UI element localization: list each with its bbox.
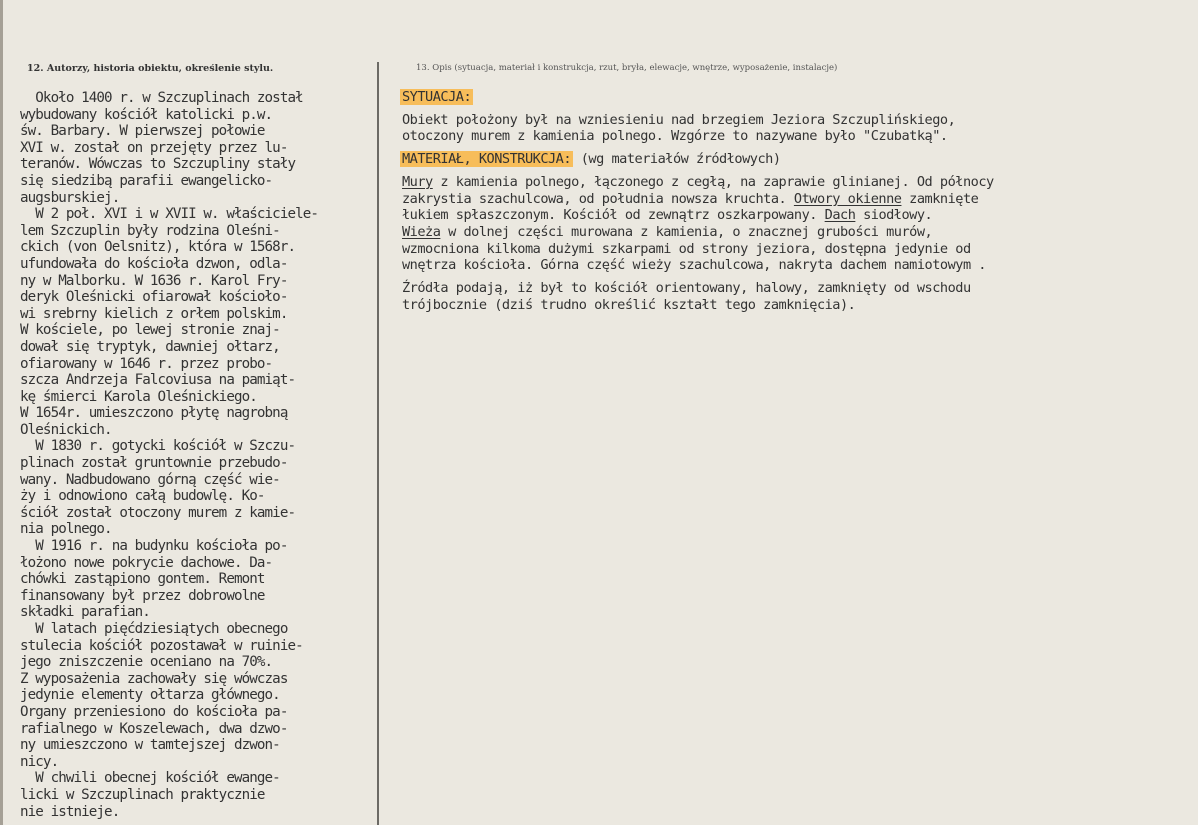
sytuacja-paragraph: Obiekt położony był na wzniesieniu nad brzegiem Jeziora Szczuplińskiego, otoczony murem z kamienia polnego. Wzgórze to nazywane było "Czubatką". [402, 111, 956, 145]
mury-text: z kamienia polnego, łączonego z cegłą, na zaprawie glinianej. Od północy zakrystia szachulcowa, od południa nowsza kruchta. [402, 173, 994, 207]
zrodla-paragraph: Źródła podają, iż był to kościół orientowany, halowy, zamknięty od wschodu trójbocznie (dziś trudno określić kształt tego zamknięcia). [402, 280, 971, 313]
wieza-label: Wieża [402, 223, 441, 240]
material-heading: MATERIAŁ, KONSTRUKCJA: [402, 151, 572, 168]
material-note: (wg materiałów źródłowych) [573, 151, 781, 168]
history-text: Około 1400 r. w Szczuplinach został wybudowany kościół katolicki p.w. św. Barbary. W pierwszej połowie XVI w. został on przejęty przez lu- teranów. Wówczas to Szczupliny stały się siedzibą parafii ewangelicko- augsburskiej. W 2 poł. XVI i w XVII w. właściciele- lem Szczuplin były rodzina Oleśni- ckich (von Oelsnitz), która w 1568r. ufundowała do kościoła dzwon, odla- ny w Malborku. W 1636 r. Karol Fry- deryk Oleśnicki ofiarował kościoło- wi srebrny kielich z orłem polskim. W kościele, po lewej stronie znaj- dował się tryptyk, dawniej ołtarz, ofiarowany w 1646 r. przez probo- szcza Andrzeja Falcoviusa na pamiąt- kę śmierci Karola Oleśnickiego. W 1654r. umieszczono płytę nagrobną Oleśnickich. W 1830 r. gotycki kościół w Szczu- plinach został gruntownie przebudo- wany. Nadbudowano górną część wie- ży i odnowiono całą budowlę. Ko- ściół został otoczony murem z kamie- nia polnego. W 1916 r. na budynku kościoła po- łożono nowe pokrycie dachowe. Da- chówki zastąpiono gontem. Remont finansowany był przez dobrowolne składki parafian. W latach pięćdziesiątych obecnego stulecia kościół pozostawał w ruinie- jego zniszczenie oceniano na 70%. Z wyposażenia zachowały się wówczas jedynie elementy ołtarza głównego. Organy przeniesiono do kościoła pa- rafialnego w Koszelewach, dwa dzwo- ny umieszczono w tamtejszej dzwon- nicy. W chwili obecnej kościół ewange- licki w Szczuplinach praktycznie nie istnieje. [20, 90, 319, 820]
dach-text: siodłowy. [855, 207, 933, 224]
wieza-text: w dolnej części murowana z kamienia, o znacznej grubości murów, wzmocniona kilkoma dużymi szkarpami od strony jeziora, dostępna jedynie od wnętrza kościoła. Górna część wieży szachulcowa, nakryta dachem namiotowym . [402, 223, 986, 274]
otwory-text: zamknięte łukiem spłaszczonym. Kościół od zewnątrz oszkarpowany. [402, 190, 979, 224]
description-text [402, 89, 1192, 313]
section-13-header: 13. Opis (sytuacja, materiał i konstrukcja, rzut, bryła, elewacje, wnętrze, wyposażenie, instalacje) [416, 63, 838, 73]
mury-label: Mury [402, 173, 433, 190]
dach-label: Dach [824, 207, 856, 224]
section-12-header: 12. Autorzy, historia obiektu, określenie stylu. [27, 63, 274, 74]
sytuacja-heading: SYTUACJA: [402, 89, 472, 105]
otwory-label: Otwory okienne [793, 190, 902, 207]
